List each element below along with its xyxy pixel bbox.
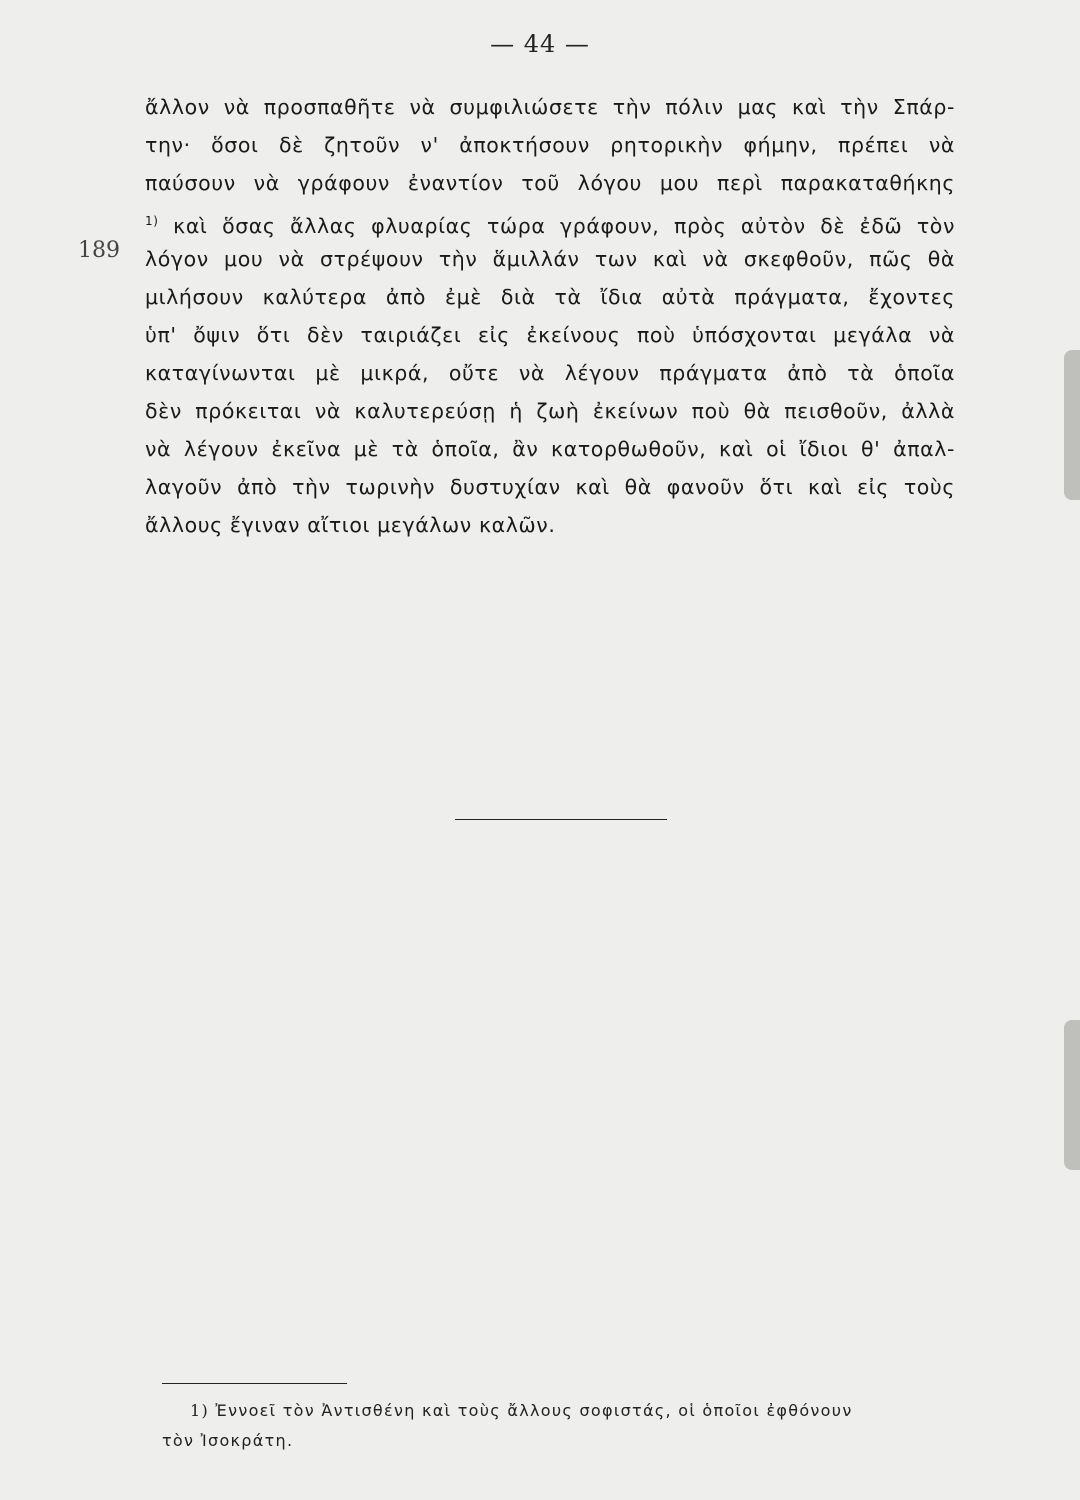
footnote: [162, 1396, 962, 1456]
footnote-line: [162, 1396, 962, 1426]
text-line: [145, 202, 955, 240]
page-number: — 44 —: [490, 30, 590, 58]
footnote-line: τὸν Ἰσοκράτη.: [162, 1431, 294, 1450]
footnote-text: Ἐννοεῖ τὸν Ἀντισθένη καὶ τοὺς ἄλλους σοφιστάς, οἱ ὁποῖοι ἐφθόνουν: [215, 1401, 853, 1420]
text-line: ὑπ' ὄψιν ὅτι δὲν ταιριάζει εἰς ἐκείνους ποὺ ὑπόσχονται μεγάλα νὰ: [145, 323, 955, 347]
text-line: ἄλλον νὰ προσπαθῆτε νὰ συμφιλιώσετε τὴν πόλιν μας καὶ τὴν Σπάρ-: [145, 95, 955, 119]
paper-edge-damage: [1064, 350, 1080, 500]
text-line: ἄλλους ἔγιναν αἴτιοι μεγάλων καλῶν.: [145, 513, 556, 537]
text-line: παύσουν νὰ γράφουν ἐναντίον τοῦ λόγου μου περὶ παρακαταθήκης: [145, 171, 955, 195]
text-line-content: καὶ ὅσας ἄλλας φλυαρίας τώρα γράφουν, πρὸς αὐτὸν δὲ ἐδῶ τὸν: [173, 214, 955, 238]
text-line: την· ὅσοι δὲ ζητοῦν ν' ἀποκτήσουν ρητορικὴν φήμην, πρέπει νὰ: [145, 133, 955, 157]
footnote-number: 1): [190, 1401, 210, 1420]
section-divider: [455, 819, 667, 820]
text-line: λόγον μου νὰ στρέψουν τὴν ἅμιλλάν των καὶ νὰ σκεφθοῦν, πῶς θὰ: [145, 247, 955, 271]
text-line: λαγοῦν ἀπὸ τὴν τωρινὴν δυστυχίαν καὶ θὰ φανοῦν ὅτι καὶ εἰς τοὺς: [145, 475, 955, 499]
text-line: καταγίνωνται μὲ μικρά, οὔτε νὰ λέγουν πράγματα ἀπὸ τὰ ὁποῖα: [145, 361, 955, 385]
text-line: δὲν πρόκειται νὰ καλυτερεύσῃ ἡ ζωὴ ἐκείνων ποὺ θὰ πεισθοῦν, ἀλλὰ: [145, 399, 955, 423]
footnote-rule: [162, 1383, 347, 1384]
footnote-marker: 1): [145, 214, 159, 228]
body-text: [145, 88, 955, 544]
paper-edge-damage: [1064, 1020, 1080, 1170]
text-line: μιλήσουν καλύτερα ἀπὸ ἐμὲ διὰ τὰ ἴδια αὐτὰ πράγματα, ἔχοντες: [145, 285, 955, 309]
margin-section-number: 189: [78, 238, 120, 263]
text-line: νὰ λέγουν ἐκεῖνα μὲ τὰ ὁποῖα, ἂν κατορθωθοῦν, καὶ οἱ ἴδιοι θ' ἀπαλ-: [145, 437, 955, 461]
